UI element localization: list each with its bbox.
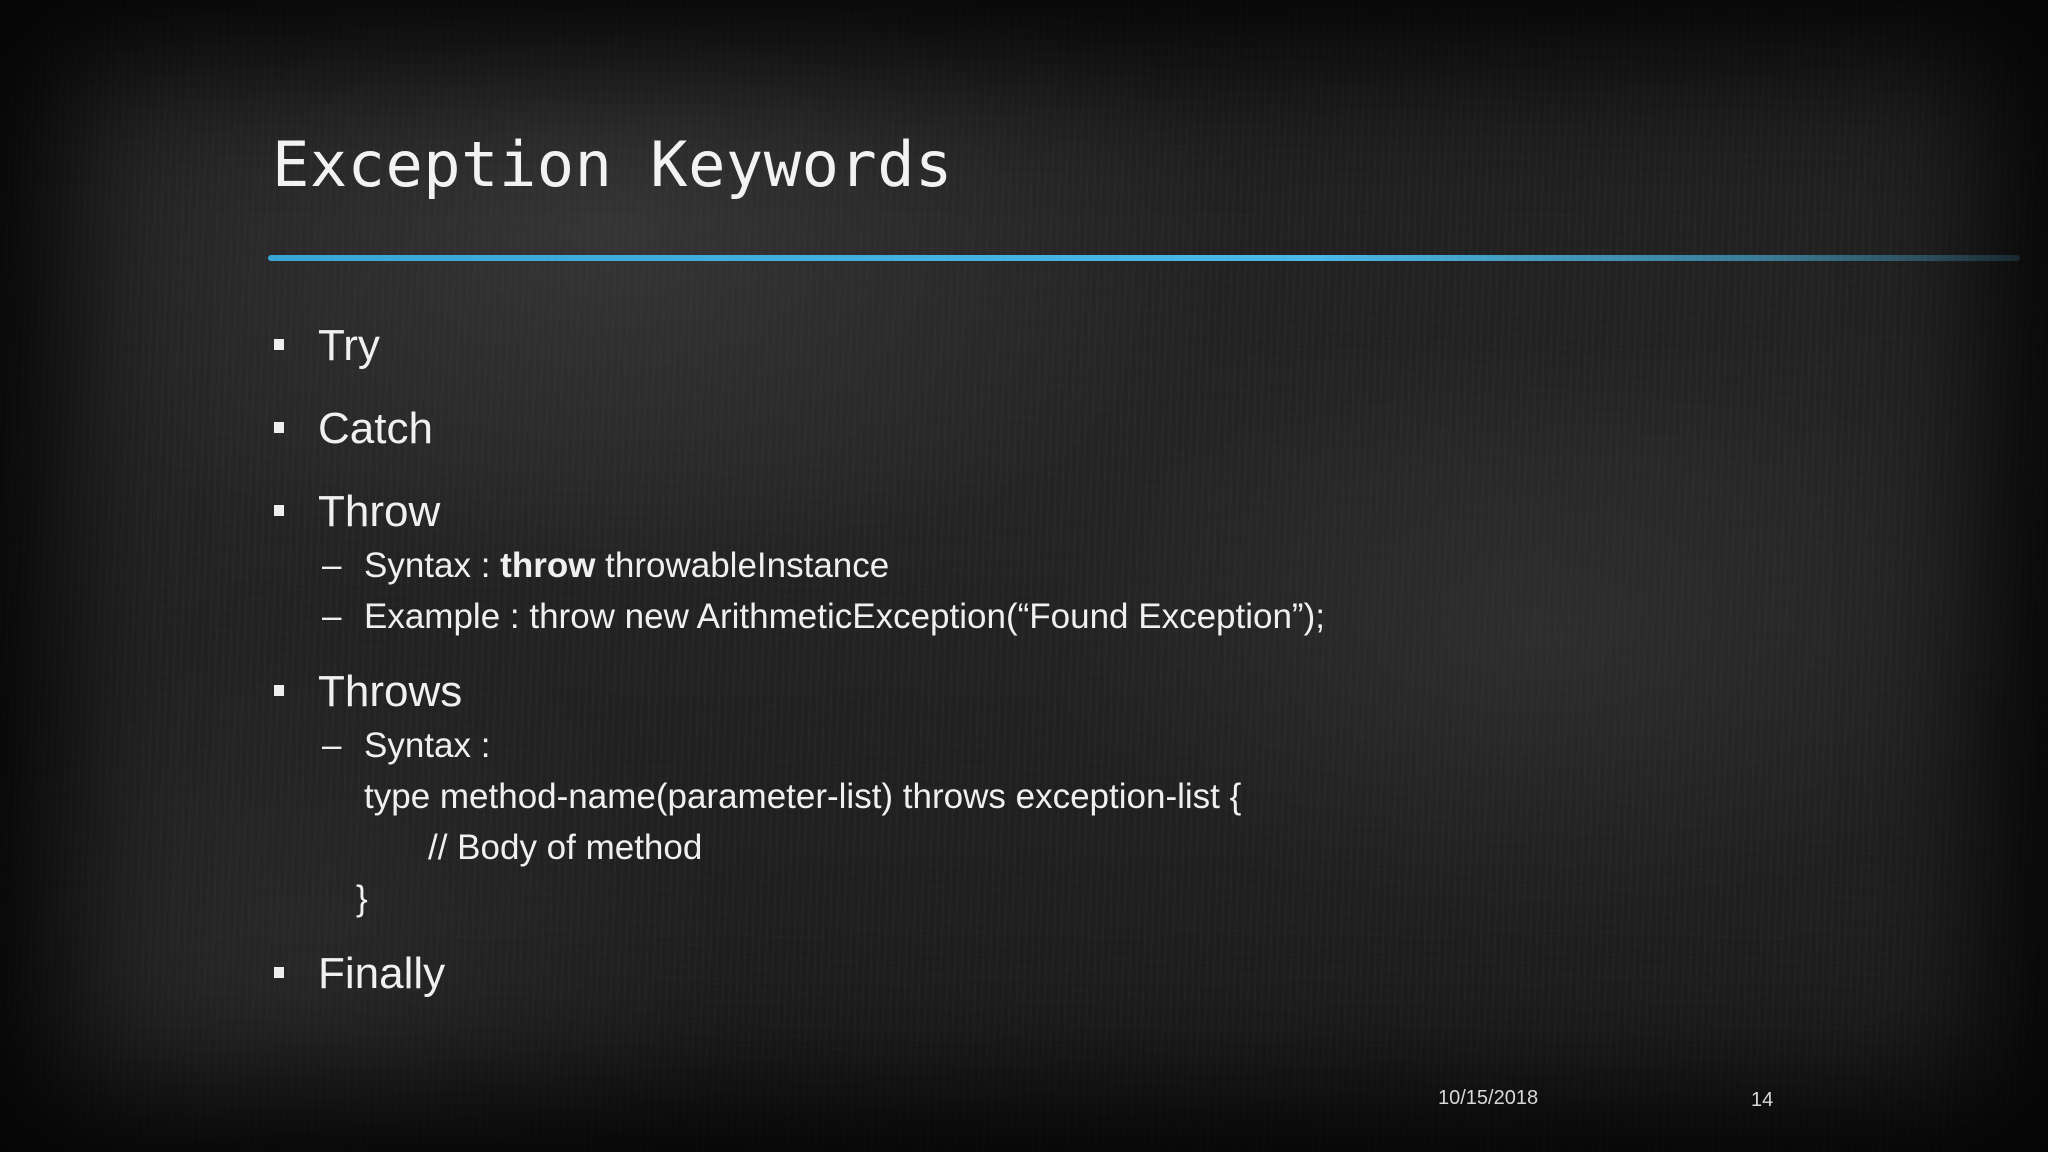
square-bullet-icon (274, 685, 284, 696)
bullet-throws (270, 664, 1770, 720)
bullet-try (270, 318, 1770, 374)
bullet-list (270, 318, 1770, 1002)
bullet-throw-label: Throw (318, 487, 441, 536)
bullet-catch (270, 401, 1770, 457)
throws-code-line-1: type method-name(parameter-list) throws exception-list { (364, 777, 1242, 816)
throws-code-line-2: // Body of method (428, 828, 703, 867)
throws-code-line-3: } (356, 879, 368, 918)
bullet-catch-label: Catch (318, 404, 433, 453)
throws-syntax-text: Syntax : (364, 726, 491, 765)
slide-title: Exception Keywords (272, 128, 953, 201)
footer-date: 10/15/2018 (1438, 1087, 1539, 1109)
bullet-throws-label: Throws (318, 667, 463, 716)
dash-bullet-icon: – (322, 597, 342, 636)
slide-number: 14 (1751, 1089, 1774, 1111)
throw-example (270, 591, 1770, 642)
dash-bullet-icon: – (322, 546, 342, 585)
throw-syntax-prefix: Syntax : (364, 546, 501, 585)
bullet-try-label: Try (318, 321, 380, 370)
square-bullet-icon (274, 967, 284, 978)
dash-bullet-icon: – (322, 726, 342, 765)
square-bullet-icon (274, 505, 284, 516)
square-bullet-icon (274, 339, 284, 350)
title-underline (268, 255, 2020, 261)
throw-syntax-rest: throwableInstance (595, 546, 890, 585)
bullet-finally-label: Finally (318, 949, 446, 998)
throw-syntax-keyword: throw (500, 546, 596, 585)
square-bullet-icon (274, 422, 284, 433)
bullet-throw (270, 484, 1770, 540)
throw-example-text: Example : throw new ArithmeticException(“Found Exception”); (364, 597, 1325, 636)
throw-syntax (270, 540, 1770, 591)
throws-syntax (270, 720, 1770, 771)
bullet-finally (270, 946, 1770, 1002)
